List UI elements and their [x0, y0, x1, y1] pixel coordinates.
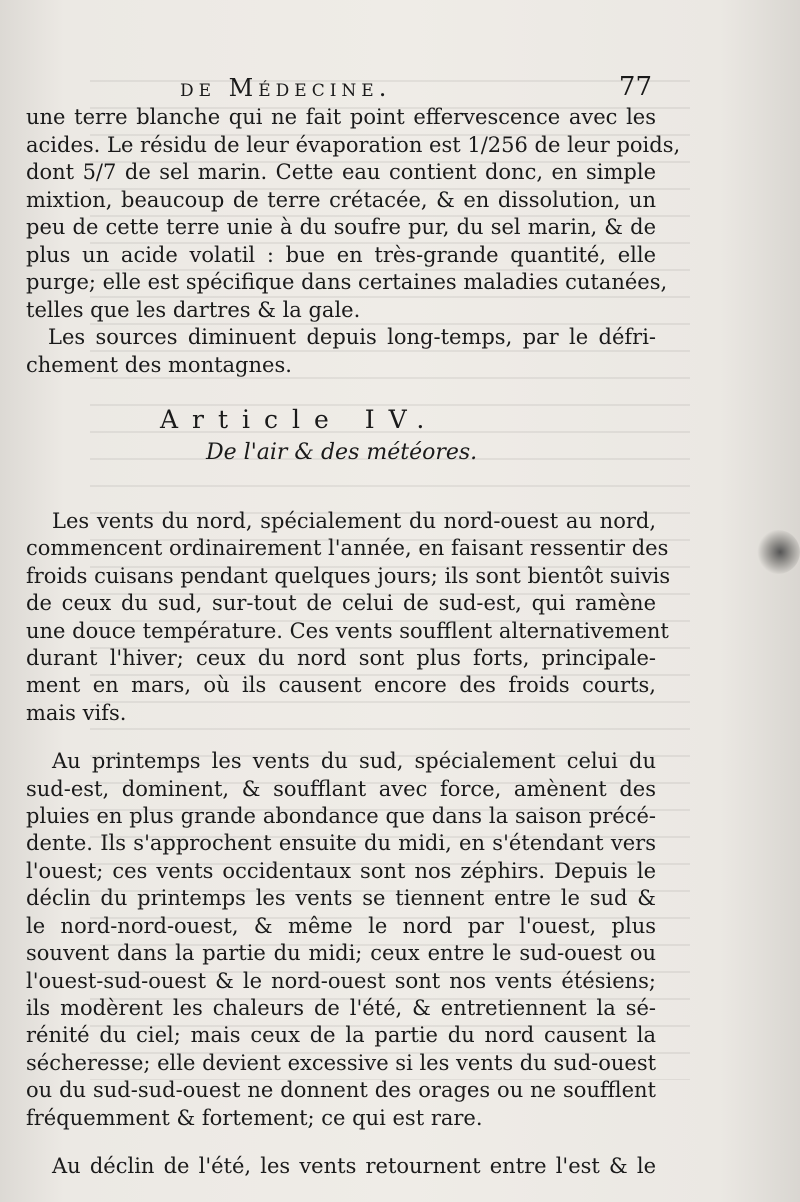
section-2-text: [26, 487, 671, 1201]
text-line: durant l'hiver; ceux du nord sont plus forts, principale-: [26, 646, 656, 671]
text-line: déclin du printemps les vents se tiennent entre le sud &: [26, 886, 656, 911]
section-subtitle: De l'air & des météores.: [206, 440, 478, 465]
text-line: purge; elle est spécifique dans certaines maladies cutanées,: [26, 270, 668, 294]
paragraph-autumn-winds: [26, 1153, 656, 1180]
text-line: dont 5/7 de sel marin. Cette eau contient donc, en simple: [26, 160, 656, 184]
page-number: 77: [618, 72, 652, 102]
text-line: une terre blanche qui ne fait point effervescence avec les: [26, 105, 656, 129]
article-heading: Article IV.: [160, 405, 439, 434]
running-head: [30, 70, 650, 106]
text-line: peu de cette terre unie à du soufre pur, du sel marin, & de: [26, 215, 656, 239]
paragraph-mineral-water: [26, 104, 681, 324]
text-line: acides. Le résidu de leur évaporation est 1/256 de leur poids,: [26, 132, 681, 157]
text-line: ou du sud-sud-ouest ne donnent des orages ou ne soufflent: [26, 1078, 656, 1103]
text-line: sud-est, dominent, & soufflant avec force, amènent des: [26, 776, 656, 801]
text-line: l'ouest-sud-ouest & le nord-ouest sont nos vents étésiens;: [26, 968, 656, 993]
text-line: Au printemps les vents du sud, spécialement celui du: [52, 749, 656, 774]
text-line: Les sources diminuent depuis long-temps, par le défri-: [48, 325, 656, 349]
running-title: de Médecine.: [180, 74, 392, 102]
text-line: le nord-nord-ouest, & même le nord par l'ouest, plus: [26, 913, 656, 938]
text-line: une douce température. Ces vents soufflent alternativement: [26, 618, 669, 643]
text-line: mixtion, beaucoup de terre crétacée, & en dissolution, un: [26, 187, 656, 212]
paragraph-sources: [26, 324, 656, 379]
text-line: de ceux du sud, sur-tout de celui de sud-est, qui ramène: [26, 591, 656, 616]
text-line: l'ouest; ces vents occidentaux sont nos zéphirs. Depuis le: [26, 858, 656, 883]
text-line: rénité du ciel; mais ceux de la partie du nord causent la: [26, 1023, 656, 1048]
section-1-text: [26, 104, 681, 379]
text-line: souvent dans la partie du midi; ceux entre le sud-ouest ou: [26, 941, 656, 966]
text-line: ils modèrent les chaleurs de l'été, & entretiennent la sé-: [26, 995, 656, 1020]
text-line: commencent ordinairement l'année, en faisant ressentir des: [26, 536, 669, 561]
text-line: plus un acide volatil : bue en très-grande quantité, elle: [26, 242, 656, 267]
text-line: chement des montagnes.: [26, 352, 292, 377]
text-line: froids cuisans pendant quelques jours; ils sont bientôt suivis: [26, 563, 671, 588]
text-line: Au déclin de l'été, les vents retournent entre l'est & le: [52, 1153, 656, 1178]
text-line: pluies en plus grande abondance que dans la saison précé-: [26, 804, 656, 829]
ink-blot: [756, 530, 800, 574]
paragraph-spring-summer-winds: [26, 748, 656, 1132]
text-line: dente. Ils s'approchent ensuite du midi, en s'étendant vers: [26, 831, 656, 856]
text-line: Les vents du nord, spécialement du nord-ouest au nord,: [52, 509, 656, 533]
paragraph-winter-winds: [26, 508, 671, 727]
text-line: sécheresse; elle devient excessive si les vents du sud-ouest: [26, 1050, 657, 1075]
text-line: mais vifs.: [26, 700, 127, 725]
text-line: ment en mars, où ils causent encore des froids courts,: [26, 673, 656, 698]
text-line: fréquemment & fortement; ce qui est rare.: [26, 1105, 483, 1130]
text-line: telles que les dartres & la gale.: [26, 297, 361, 322]
